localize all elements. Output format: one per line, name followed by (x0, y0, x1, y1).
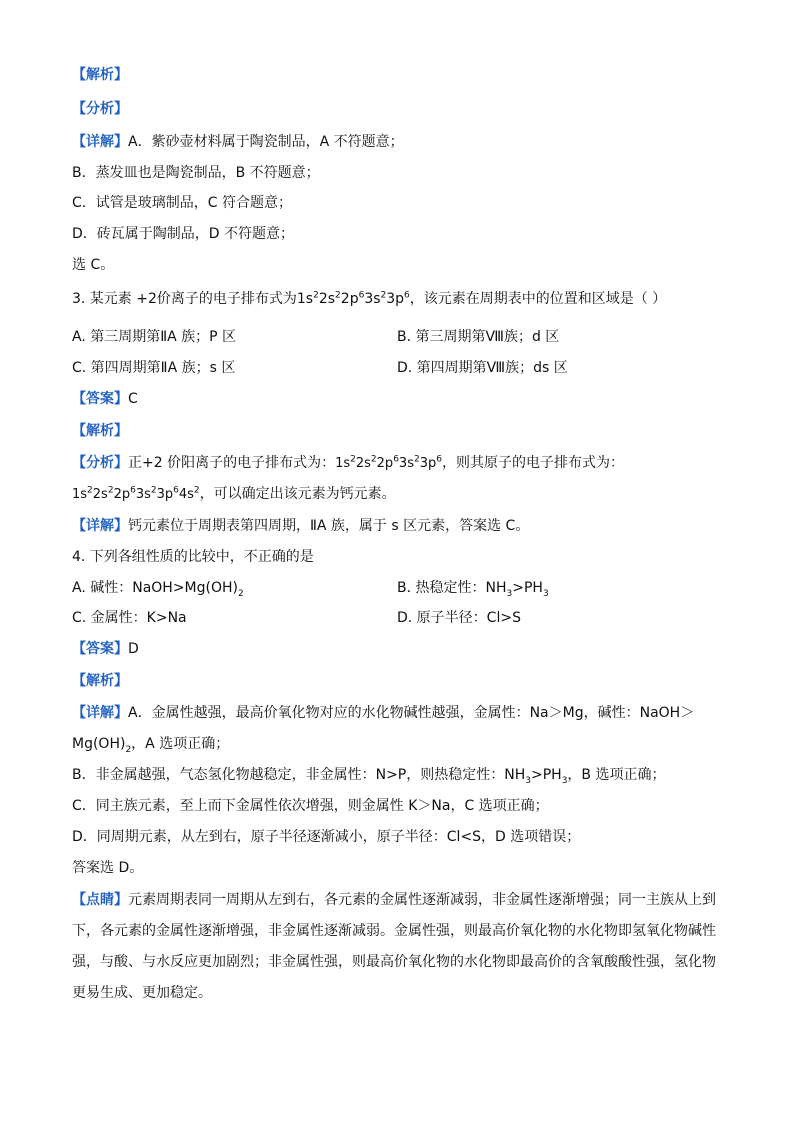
q3-option-b: B. 第三周期第Ⅷ族；d 区 (397, 329, 560, 345)
q3-analysis-line1: 【分析】正+2 价阳离子的电子排布式为：$1s^22s^22p^63s^23p^6$，则其原子的电子排布式为： (72, 454, 624, 471)
q2-detail-c: C．试管是玻璃制品，C 符合题意； (72, 195, 293, 211)
q4-option-c: C. 金属性：K>Na (72, 610, 187, 626)
q4-option-a: A. 碱性：$NaOH>Mg(OH)_2$ (72, 580, 244, 599)
q4-option-d: D. 原子半径：Cl>S (397, 610, 521, 626)
q4-conclusion: 答案选 D。 (72, 860, 144, 876)
q3-option-d: D. 第四周期第Ⅷ族；ds 区 (397, 360, 568, 376)
q4-option-b: B. 热稳定性：$NH_3>PH_3$ (397, 580, 549, 599)
q3-stem: 3. 某元素 +2价离子的电子排布式为$1s^22s^22p^63s^23p^6$，该元素在周期表中的位置和区域是（ ） (72, 290, 667, 307)
q3-option-c: C. 第四周期第ⅡA 族；s 区 (72, 360, 236, 376)
q4-detail-c: C．同主族元素，至上而下金属性依次增强，则金属性 K＞Na，C 选项正确； (72, 798, 549, 814)
q4-note-line4: 更易生成、更加稳定。 (72, 985, 212, 1001)
q3-option-a: A. 第三周期第ⅡA 族；P 区 (72, 329, 237, 345)
section-label-jiexi-q3: 【解析】 (72, 423, 128, 439)
q4-note-line2: 下，各元素的金属性逐渐增强，非金属性逐渐减弱。金属性强，则最高价氧化物的水化物即氢氧化物碱性 (72, 923, 716, 939)
q4-detail-a1: 【详解】A．金属性越强，最高价氧化物对应的水化物碱性越强，金属性：Na＞Mg，碱性：NaOH＞ (72, 705, 695, 721)
q4-detail-b: B．非金属越强，气态氢化物越稳定，非金属性：N>P，则热稳定性：$NH_3>PH_3$，B 选项正确； (72, 767, 666, 786)
q4-detail-a2: $Mg(OH)_2$，A 选项正确； (72, 736, 230, 755)
q3-answer: 【答案】C (72, 391, 138, 407)
section-label-jiexi: 【解析】 (72, 67, 128, 83)
q2-detail-a: 【详解】A．紫砂壶材料属于陶瓷制品，A 不符题意； (72, 134, 404, 150)
q2-detail-b: B．蒸发皿也是陶瓷制品，B 不符题意； (72, 165, 320, 181)
section-label-fenxi: 【分析】 (72, 101, 128, 117)
q2-detail-d: D．砖瓦属于陶制品，D 不符题意； (72, 226, 295, 242)
q3-analysis-line2: $1s^22s^22p^63s^23p^64s^2$，可以确定出该元素为钙元素。 (72, 485, 396, 502)
q4-note-line3: 强，与酸、与水反应更加剧烈；非金属性强，则最高价氧化物的水化物即最高价的含氧酸酸性强，氢化物 (72, 954, 716, 970)
q3-detail: 【详解】钙元素位于周期表第四周期，ⅡA 族，属于 s 区元素，答案选 C。 (72, 518, 530, 534)
q4-stem: 4. 下列各组性质的比较中，不正确的是 (72, 549, 314, 565)
q2-conclusion: 选 C。 (72, 257, 115, 273)
section-label-jiexi-q4: 【解析】 (72, 673, 128, 689)
q4-detail-d: D．同周期元素，从左到右，原子半径逐渐减小，原子半径：Cl<S，D 选项错误； (72, 829, 581, 845)
q4-note-line1: 【点睛】元素周期表同一周期从左到右，各元素的金属性逐渐减弱，非金属性逐渐增强；同一主族从上到 (72, 892, 716, 908)
q4-answer: 【答案】D (72, 641, 139, 657)
